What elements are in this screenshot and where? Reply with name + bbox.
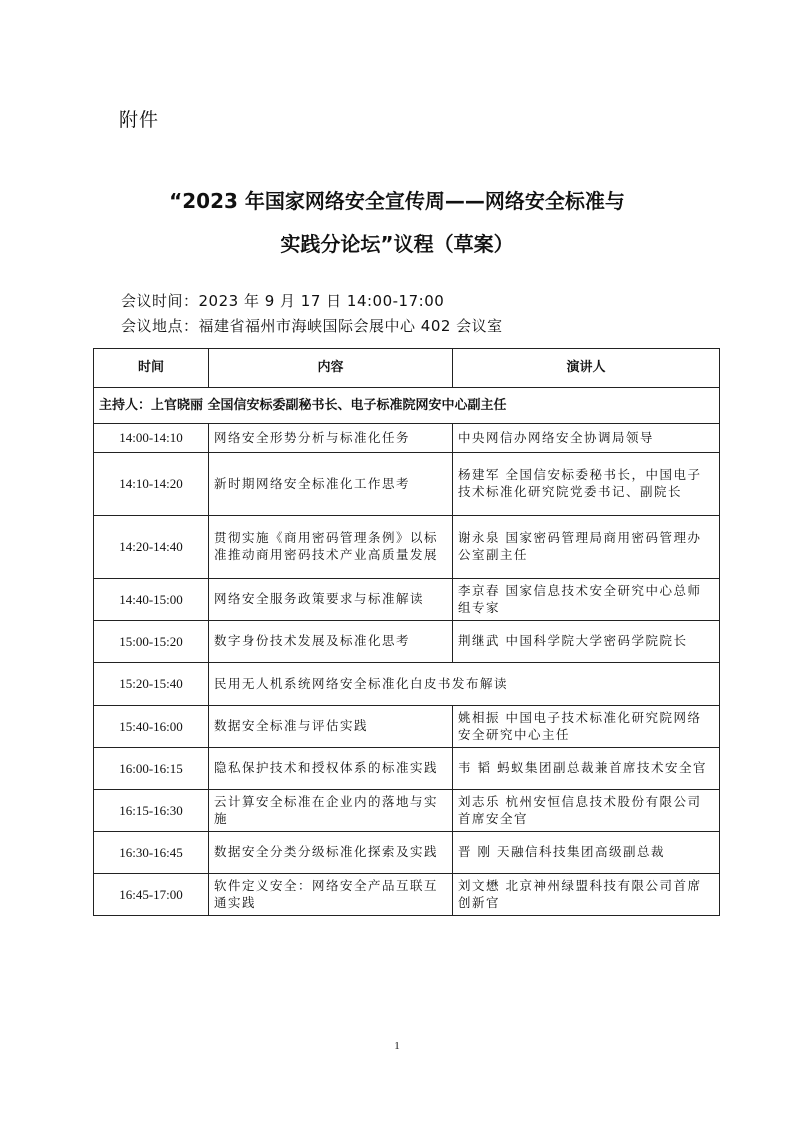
content-cell: 软件定义安全：网络安全产品互联互通实践 xyxy=(209,874,453,916)
time-cell: 16:30-16:45 xyxy=(94,832,209,874)
table-row xyxy=(94,424,720,453)
table-row xyxy=(94,748,720,790)
time-cell: 14:00-14:10 xyxy=(94,424,209,453)
time-cell: 15:40-16:00 xyxy=(94,706,209,748)
header-content: 内容 xyxy=(209,349,453,388)
content-cell: 网络安全形势分析与标准化任务 xyxy=(209,424,453,453)
speaker-cell: 谢永泉 国家密码管理局商用密码管理办公室副主任 xyxy=(453,516,720,579)
table-header-row xyxy=(94,349,720,388)
time-cell: 16:00-16:15 xyxy=(94,748,209,790)
speaker-cell: 荆继武 中国科学院大学密码学院院长 xyxy=(453,621,720,663)
time-cell: 16:15-16:30 xyxy=(94,790,209,832)
document-title-line-1: “2023 年国家网络安全宣传周——网络安全标准与 xyxy=(169,189,625,213)
content-cell: 网络安全服务政策要求与标准解读 xyxy=(209,579,453,621)
speaker-cell: 姚相振 中国电子技术标准化研究院网络安全研究中心主任 xyxy=(453,706,720,748)
time-cell: 15:00-15:20 xyxy=(94,621,209,663)
speaker-cell: 刘志乐 杭州安恒信息技术股份有限公司首席安全官 xyxy=(453,790,720,832)
content-cell: 民用无人机系统网络安全标准化白皮书发布解读 xyxy=(209,663,720,706)
table-row xyxy=(94,832,720,874)
table-row xyxy=(94,663,720,706)
content-cell: 贯彻实施《商用密码管理条例》以标准推动商用密码技术产业高质量发展 xyxy=(209,516,453,579)
table-row xyxy=(94,453,720,516)
table-row xyxy=(94,621,720,663)
time-cell: 15:20-15:40 xyxy=(94,663,209,706)
speaker-cell: 李京春 国家信息技术安全研究中心总师组专家 xyxy=(453,579,720,621)
table-row xyxy=(94,790,720,832)
header-time: 时间 xyxy=(94,349,209,388)
content-cell: 隐私保护技术和授权体系的标准实践 xyxy=(209,748,453,790)
time-cell: 14:10-14:20 xyxy=(94,453,209,516)
table-row xyxy=(94,874,720,916)
content-cell: 数据安全标准与评估实践 xyxy=(209,706,453,748)
speaker-cell: 中央网信办网络安全协调局领导 xyxy=(453,424,720,453)
time-cell: 16:45-17:00 xyxy=(94,874,209,916)
speaker-cell: 杨建军 全国信安标委秘书长，中国电子技术标准化研究院党委书记、副院长 xyxy=(453,453,720,516)
meeting-time: 会议时间：2023 年 9 月 17 日 14:00-17:00 xyxy=(121,292,445,310)
speaker-cell: 晋 刚 天融信科技集团高级副总裁 xyxy=(453,832,720,874)
content-cell: 云计算安全标准在企业内的落地与实施 xyxy=(209,790,453,832)
attachment-label: 附件 xyxy=(119,109,160,131)
table-row xyxy=(94,516,720,579)
content-cell: 数字身份技术发展及标准化思考 xyxy=(209,621,453,663)
time-cell: 14:40-15:00 xyxy=(94,579,209,621)
host-cell: 主持人：上官晓丽 全国信安标委副秘书长、电子标准院网安中心副主任 xyxy=(94,388,720,424)
speaker-cell: 韦 韬 蚂蚁集团副总裁兼首席技术安全官 xyxy=(453,748,720,790)
agenda-table xyxy=(93,348,720,916)
content-cell: 新时期网络安全标准化工作思考 xyxy=(209,453,453,516)
table-row xyxy=(94,579,720,621)
meeting-location: 会议地点：福建省福州市海峡国际会展中心 402 会议室 xyxy=(121,317,503,335)
table-row xyxy=(94,706,720,748)
header-speaker: 演讲人 xyxy=(453,349,720,388)
content-cell: 数据安全分类分级标准化探索及实践 xyxy=(209,832,453,874)
document-title-line-2: 实践分论坛”议程（草案） xyxy=(280,232,514,256)
time-cell: 14:20-14:40 xyxy=(94,516,209,579)
speaker-cell: 刘文懋 北京神州绿盟科技有限公司首席创新官 xyxy=(453,874,720,916)
page-number: 1 xyxy=(394,1040,400,1052)
host-row xyxy=(94,388,720,424)
